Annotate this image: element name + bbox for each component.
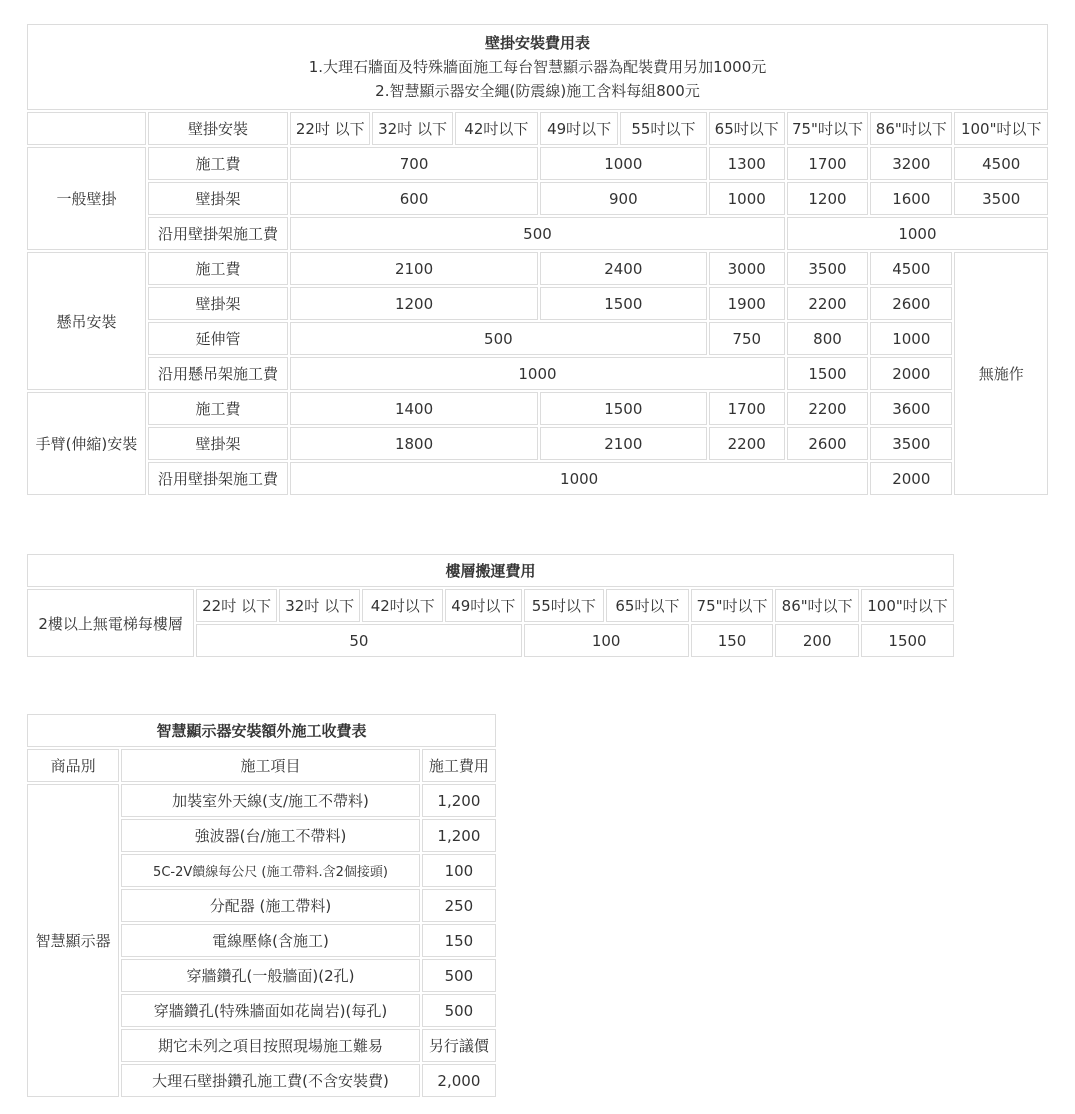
price-cell: 1200 <box>787 182 868 215</box>
item-cell: 穿牆鑽孔(特殊牆面如花崗岩)(每孔) <box>121 994 420 1027</box>
fee-cell: 500 <box>422 994 496 1027</box>
price-cell: 2000 <box>870 357 952 390</box>
size-header: 86"吋以下 <box>870 112 952 145</box>
row-label: 壁掛架 <box>148 182 288 215</box>
item-cell: 期它未列之項目按照現場施工難易 <box>121 1029 420 1062</box>
price-cell: 200 <box>775 624 859 657</box>
wall-table-note-2: 2.智慧顯示器安全繩(防震線)施工含料每組800元 <box>375 82 700 100</box>
price-cell: 1000 <box>870 322 952 355</box>
price-cell: 2000 <box>870 462 952 495</box>
wall-table-note-1: 1.大理石牆面及特殊牆面施工每台智慧顯示器為配裝費用另加1000元 <box>308 58 767 76</box>
price-cell: 1600 <box>870 182 952 215</box>
row-label: 沿用壁掛架施工費 <box>148 217 288 250</box>
price-cell: 100 <box>524 624 689 657</box>
price-cell: 3000 <box>709 252 785 285</box>
item-cell: 加裝室外天線(支/施工不帶料) <box>121 784 420 817</box>
size-header: 65吋以下 <box>606 589 689 622</box>
price-cell: 3600 <box>870 392 952 425</box>
price-cell: 3500 <box>787 252 868 285</box>
size-header: 42吋以下 <box>362 589 443 622</box>
wall-table-title-cell <box>27 24 1048 110</box>
size-header: 49吋以下 <box>445 589 522 622</box>
price-cell: 2100 <box>290 252 538 285</box>
size-header: 75"吋以下 <box>787 112 868 145</box>
item-cell: 大理石壁掛鑽孔施工費(不含安裝費) <box>121 1064 420 1097</box>
item-cell: 穿牆鑽孔(一般牆面)(2孔) <box>121 959 420 992</box>
extra-table-title: 智慧顯示器安裝額外施工收費表 <box>27 714 496 747</box>
price-cell: 2200 <box>709 427 785 460</box>
price-cell: 150 <box>691 624 774 657</box>
empty-corner-cell <box>27 112 146 145</box>
price-cell: 1000 <box>290 462 868 495</box>
size-header: 22吋 以下 <box>196 589 277 622</box>
price-cell: 1700 <box>787 147 868 180</box>
item-cell: 強波器(台/施工不帶料) <box>121 819 420 852</box>
size-header: 32吋 以下 <box>279 589 361 622</box>
price-cell: 1500 <box>787 357 868 390</box>
floor-carry-fee-table <box>25 552 956 659</box>
size-header: 100"吋以下 <box>861 589 954 622</box>
row-label: 壁掛架 <box>148 427 288 460</box>
group-label-arm: 手臂(伸縮)安裝 <box>27 392 146 495</box>
price-cell: 2600 <box>787 427 868 460</box>
price-cell: 750 <box>709 322 785 355</box>
price-cell: 1500 <box>540 392 707 425</box>
size-header: 55吋以下 <box>524 589 605 622</box>
price-cell: 1000 <box>787 217 1048 250</box>
price-cell: 1400 <box>290 392 538 425</box>
price-cell: 1300 <box>709 147 785 180</box>
price-cell: 1500 <box>540 287 707 320</box>
price-cell: 2100 <box>540 427 707 460</box>
price-cell: 1700 <box>709 392 785 425</box>
price-cell: 1000 <box>709 182 785 215</box>
size-header: 32吋 以下 <box>372 112 452 145</box>
group-label-hanging: 懸吊安裝 <box>27 252 146 390</box>
extra-fee-table <box>25 712 498 1099</box>
item-cell: 電線壓條(含施工) <box>121 924 420 957</box>
fee-cell: 1,200 <box>422 819 496 852</box>
wall-header-label: 壁掛安裝 <box>148 112 288 145</box>
size-header: 49吋以下 <box>540 112 618 145</box>
price-cell: 1000 <box>540 147 707 180</box>
fee-cell: 100 <box>422 854 496 887</box>
price-cell: 4500 <box>954 147 1048 180</box>
price-cell: 2200 <box>787 392 868 425</box>
price-cell: 1000 <box>290 357 785 390</box>
price-cell: 800 <box>787 322 868 355</box>
wall-installation-fee-table <box>25 22 1050 497</box>
row-label: 沿用壁掛架施工費 <box>148 462 288 495</box>
size-header: 100"吋以下 <box>954 112 1048 145</box>
price-cell: 1900 <box>709 287 785 320</box>
row-label: 壁掛架 <box>148 287 288 320</box>
row-label: 施工費 <box>148 392 288 425</box>
price-cell: 3200 <box>870 147 952 180</box>
row-label: 施工費 <box>148 252 288 285</box>
category-cell: 智慧顯示器 <box>27 784 119 1097</box>
size-header: 42吋以下 <box>455 112 538 145</box>
price-cell: 1500 <box>861 624 954 657</box>
col-header-category: 商品別 <box>27 749 119 782</box>
fee-cell: 1,200 <box>422 784 496 817</box>
price-cell: 4500 <box>870 252 952 285</box>
size-header: 86"吋以下 <box>775 589 859 622</box>
row-label: 沿用懸吊架施工費 <box>148 357 288 390</box>
price-cell: 50 <box>196 624 521 657</box>
floor-table-title: 樓層搬運費用 <box>27 554 954 587</box>
price-cell: 500 <box>290 217 785 250</box>
price-cell: 2400 <box>540 252 707 285</box>
size-header: 75"吋以下 <box>691 589 774 622</box>
fee-cell: 500 <box>422 959 496 992</box>
col-header-fee: 施工費用 <box>422 749 496 782</box>
row-label: 延伸管 <box>148 322 288 355</box>
price-cell: 900 <box>540 182 707 215</box>
size-header: 65吋以下 <box>709 112 785 145</box>
price-cell: 500 <box>290 322 707 355</box>
price-cell: 1800 <box>290 427 538 460</box>
fee-cell: 150 <box>422 924 496 957</box>
row-label: 施工費 <box>148 147 288 180</box>
fee-cell: 250 <box>422 889 496 922</box>
not-available-cell: 無施作 <box>954 252 1048 495</box>
item-cell: 5C-2V饋線每公尺 (施工帶料.含2個接頭) <box>121 854 420 887</box>
price-cell: 2200 <box>787 287 868 320</box>
price-cell: 700 <box>290 147 538 180</box>
price-cell: 3500 <box>954 182 1048 215</box>
price-cell: 600 <box>290 182 538 215</box>
floor-row-label: 2樓以上無電梯每樓層 <box>27 589 194 657</box>
fee-cell: 另行議價 <box>422 1029 496 1062</box>
price-cell: 1200 <box>290 287 538 320</box>
group-label-general: 一般壁掛 <box>27 147 146 250</box>
item-cell: 分配器 (施工帶料) <box>121 889 420 922</box>
wall-table-title: 壁掛安裝費用表 <box>484 34 590 52</box>
size-header: 55吋以下 <box>620 112 706 145</box>
price-cell: 3500 <box>870 427 952 460</box>
col-header-item: 施工項目 <box>121 749 420 782</box>
fee-cell: 2,000 <box>422 1064 496 1097</box>
price-cell: 2600 <box>870 287 952 320</box>
size-header: 22吋 以下 <box>290 112 370 145</box>
